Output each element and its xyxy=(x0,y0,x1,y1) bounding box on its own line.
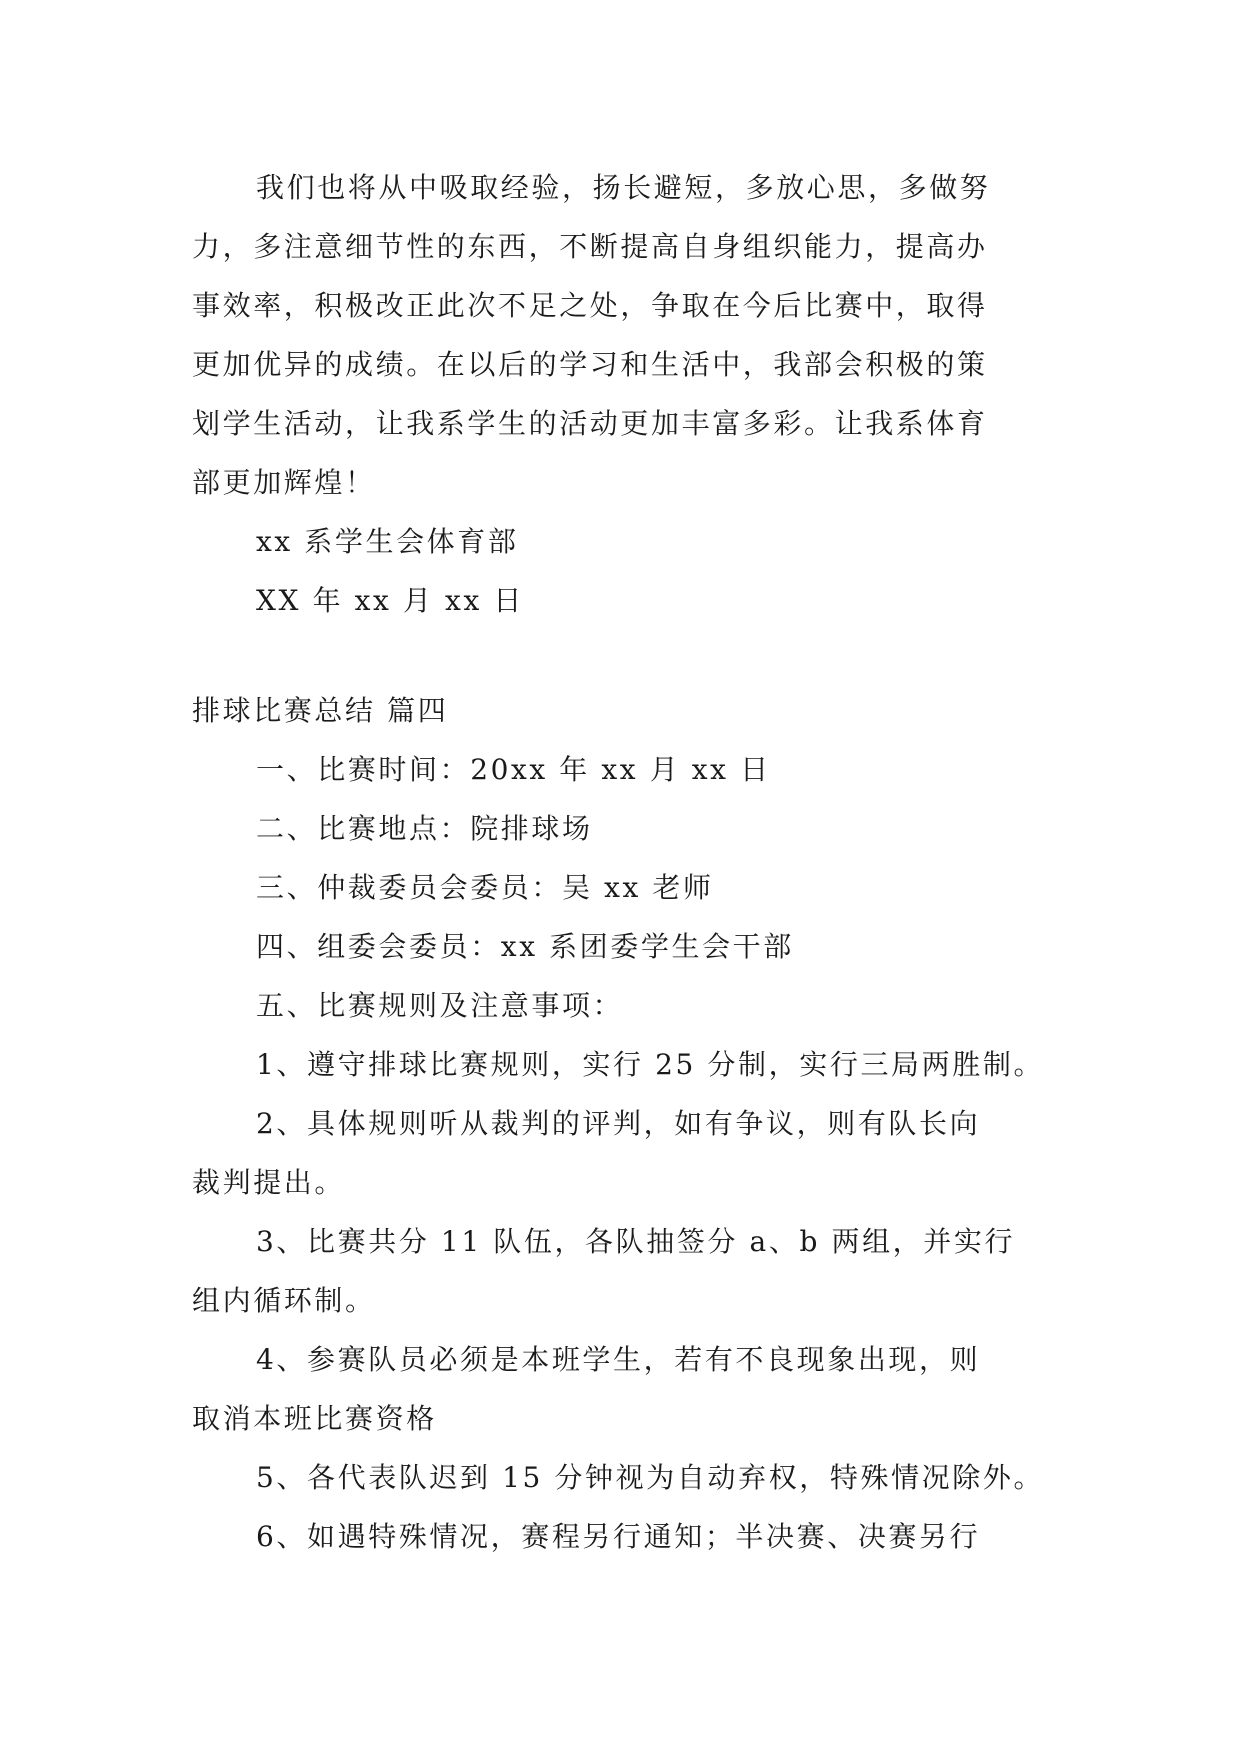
rule-4: 4、参赛队员必须是本班学生，若有不良现象出现，则 xyxy=(256,1343,981,1376)
closing-section xyxy=(192,158,1054,630)
paragraph-line: 我们也将从中吸取经验，扬长避短，多放心思，多做努 xyxy=(256,171,991,204)
paragraph-line: 部更加辉煌！ xyxy=(192,466,376,499)
info-item-location: 二、比赛地点：院排球场 xyxy=(256,812,593,845)
paragraph-line: 更加优异的成绩。在以后的学习和生活中，我部会积极的策 xyxy=(192,348,988,381)
info-item-arbitration: 三、仲裁委员会委员：吴 xx 老师 xyxy=(256,871,714,904)
info-item-rules-heading: 五、比赛规则及注意事项： xyxy=(256,989,624,1022)
rule-1: 1、遵守排球比赛规则，实行 25 分制，实行三局两胜制。 xyxy=(256,1048,1045,1081)
rule-6: 6、如遇特殊情况，赛程另行通知；半决赛、决赛另行 xyxy=(256,1520,981,1553)
paragraph-line: 划学生活动，让我系学生的活动更加丰富多彩。让我系体育 xyxy=(192,407,988,440)
rule-3-continued: 组内循环制。 xyxy=(192,1284,376,1317)
section-four xyxy=(192,681,1054,1566)
rule-3: 3、比赛共分 11 队伍，各队抽签分 a、b 两组，并实行 xyxy=(256,1225,1016,1258)
rule-5: 5、各代表队迟到 15 分钟视为自动弃权，特殊情况除外。 xyxy=(256,1461,1045,1494)
rule-2-continued: 裁判提出。 xyxy=(192,1166,346,1199)
info-item-committee: 四、组委会委员：xx 系团委学生会干部 xyxy=(256,930,794,963)
paragraph-line: 事效率，积极改正此次不足之处，争取在今后比赛中，取得 xyxy=(192,289,988,322)
info-item-time: 一、比赛时间：20xx 年 xx 月 xx 日 xyxy=(256,753,771,786)
section-heading: 排球比赛总结 篇四 xyxy=(192,694,449,727)
paragraph-line: 力，多注意细节性的东西，不断提高自身组织能力，提高办 xyxy=(192,230,988,263)
rule-4-continued: 取消本班比赛资格 xyxy=(192,1402,437,1435)
signature-organization: xx 系学生会体育部 xyxy=(256,525,519,558)
rule-2: 2、具体规则听从裁判的评判，如有争议，则有队长向 xyxy=(256,1107,981,1140)
signature-date: XX 年 xx 月 xx 日 xyxy=(256,584,524,617)
